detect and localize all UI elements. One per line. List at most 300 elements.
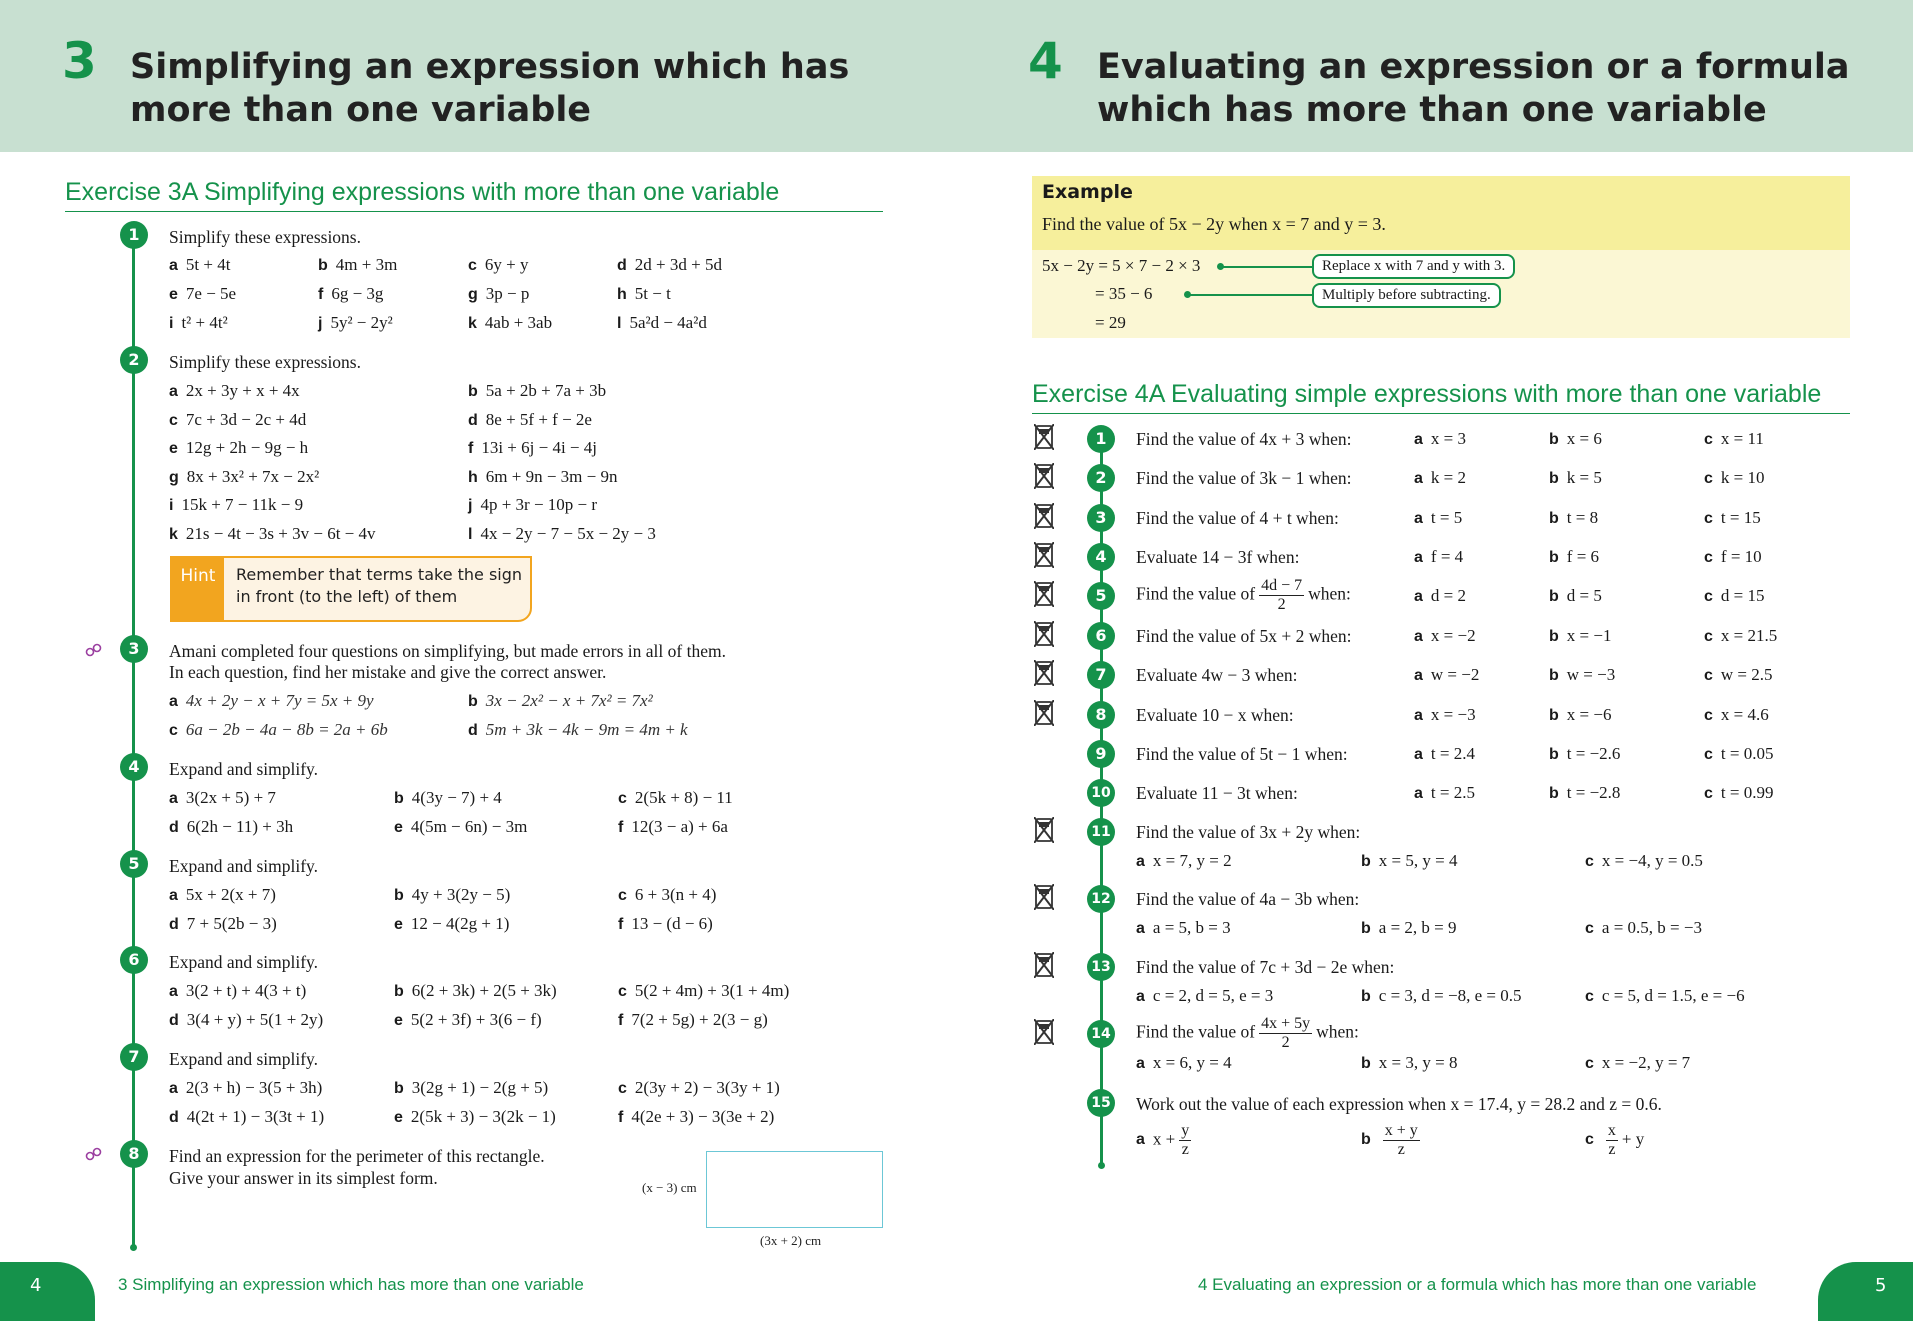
item-value: c = 3, d = −8, e = 0.5 [1378, 986, 1522, 1005]
item-value: w = −3 [1566, 665, 1616, 684]
q2-item [468, 381, 606, 401]
item-letter: b [468, 383, 478, 400]
item-letter: b [1549, 707, 1559, 724]
r5-part-c [1704, 586, 1765, 606]
question-9-text: Find the value of 5t − 1 when: [1136, 744, 1348, 764]
item-expression: 5(2 + 4m) + 3(1 + 4m) [634, 981, 790, 1000]
question-3-text: Find the value of 4 + t when: [1136, 508, 1339, 528]
item-value: t = 15 [1720, 508, 1761, 527]
item-letter: d [468, 411, 478, 429]
question-timeline [132, 225, 135, 1247]
item-expression: 6y + y [484, 255, 529, 274]
question-1-text: Find the value of 4x + 3 when: [1136, 429, 1352, 449]
r5-part-b [1549, 586, 1602, 606]
question-prefix: Find the value of [1136, 583, 1256, 604]
item-letter: c [1585, 853, 1594, 870]
calculator-crossed-icon [1034, 463, 1054, 489]
timeline-end-dot [130, 1244, 137, 1251]
r13-part-a [1136, 986, 1273, 1006]
question-3-number: 3 [1087, 504, 1115, 532]
q5-item [169, 914, 277, 934]
q1-item [617, 255, 722, 275]
item-expression: 5a + 2b + 7a + 3b [485, 381, 607, 400]
q7-item [169, 1078, 322, 1098]
q7-item [618, 1107, 774, 1127]
item-expression: 3(4 + y) + 5(1 + 2y) [186, 1010, 324, 1029]
item-letter: c [1585, 988, 1594, 1005]
item-value: k = 10 [1720, 468, 1765, 487]
item-letter: b [394, 983, 404, 1000]
example-step-3: = 29 [1095, 313, 1126, 332]
question-1-number: 1 [120, 221, 148, 249]
item-expression: 13i + 6j − 4i − 4j [481, 438, 597, 458]
item-value: f = 4 [1430, 547, 1464, 566]
r6-part-c [1704, 626, 1777, 646]
item-letter: a [1414, 785, 1423, 802]
expression-suffix: + y [1621, 1129, 1645, 1149]
item-letter: a [1136, 853, 1145, 870]
example-header [1032, 176, 1850, 250]
q6-item [394, 1010, 542, 1030]
item-letter: j [468, 497, 473, 515]
fraction-numerator: y [1181, 1122, 1190, 1139]
q2-item [169, 438, 308, 458]
q4-item [394, 788, 502, 808]
item-value: x = 5, y = 4 [1378, 851, 1458, 870]
item-letter: a [1414, 667, 1423, 684]
item-letter: i [169, 315, 174, 332]
item-letter: c [169, 722, 178, 739]
r7-part-b [1549, 665, 1615, 685]
rectangle-diagram [706, 1151, 883, 1228]
chapter-number-left: 3 [62, 32, 97, 90]
q2-item [169, 410, 306, 430]
question-7-text: Expand and simplify. [169, 1049, 319, 1069]
item-expression: 5a²d − 4a²d [629, 313, 707, 332]
item-value: x = 3 [1430, 429, 1466, 448]
q6-item [169, 1010, 323, 1030]
calculator-crossed-icon [1034, 660, 1054, 686]
example-heading: Example [1042, 181, 1133, 203]
r10-part-b [1549, 783, 1620, 803]
r14-part-b [1361, 1053, 1457, 1073]
question-5-number: 5 [120, 850, 148, 878]
item-letter: b [1361, 1055, 1371, 1072]
q2-item [468, 524, 656, 544]
question-10-text: Evaluate 11 − 3t when: [1136, 783, 1298, 803]
fraction-denominator: z [1397, 1141, 1405, 1158]
hint-label: Hint [172, 558, 224, 620]
example-question: Find the value of 5x − 2y when x = 7 and y = 3. [1042, 214, 1386, 234]
item-expression: 2(3y + 2) − 3(3y + 1) [634, 1078, 780, 1097]
item-letter: d [169, 819, 179, 836]
item-expression: 6g − 3g [331, 284, 384, 303]
r4-part-b [1549, 547, 1599, 567]
item-letter: k [169, 526, 178, 543]
chapter-title-right: Evaluating an expression or a formula which has more than one variable [1097, 47, 1850, 130]
exercise-4a-title: Exercise 4A Evaluating simple expressions with more than one variable [1032, 380, 1850, 414]
item-letter: e [394, 916, 403, 933]
question-4-text: Expand and simplify. [169, 759, 319, 779]
item-value: x = −6 [1566, 705, 1612, 724]
q2-item [468, 438, 597, 458]
item-letter: k [468, 315, 477, 332]
q7-item [169, 1107, 324, 1127]
callout-connector-2 [1189, 294, 1314, 296]
calculator-crossed-icon [1034, 1019, 1054, 1045]
calculator-crossed-icon [1034, 503, 1054, 529]
chapter-title-left: Simplifying an expression which has more than one variable [130, 47, 850, 130]
r14-part-c [1585, 1053, 1690, 1073]
question-12-text: Find the value of 4a − 3b when: [1136, 889, 1360, 909]
question-6-text: Find the value of 5x + 2 when: [1136, 626, 1352, 646]
question-14-text [1136, 1015, 1359, 1052]
item-letter: a [1414, 707, 1423, 724]
q4-item [169, 817, 293, 837]
item-letter: f [618, 916, 624, 933]
page-number-tab-left [0, 1262, 95, 1321]
r6-part-b [1549, 626, 1611, 646]
fraction-numerator: x + y [1384, 1122, 1418, 1139]
item-letter: a [1414, 470, 1423, 487]
item-letter: c [1704, 510, 1713, 527]
example-note-2: Multiply before subtracting. [1312, 283, 1501, 308]
item-letter: b [1549, 431, 1559, 448]
question-7-number: 7 [120, 1043, 148, 1071]
item-letter: b [394, 887, 404, 904]
r1-part-a [1414, 429, 1466, 449]
item-letter: a [1414, 510, 1423, 527]
item-value: x = 6, y = 4 [1152, 1053, 1232, 1072]
item-value: x = −1 [1566, 626, 1612, 645]
item-letter: d [468, 722, 478, 739]
question-5-number: 5 [1087, 582, 1115, 610]
question-11-text: Find the value of 3x + 2y when: [1136, 822, 1361, 842]
question-4-number: 4 [120, 753, 148, 781]
r9-part-a [1414, 744, 1475, 764]
calculator-crossed-icon [1034, 884, 1054, 910]
item-letter: b [1549, 667, 1559, 684]
example-step-1: 5x − 2y = 5 × 7 − 2 × 3 [1042, 256, 1201, 275]
question-suffix: when: [1308, 583, 1351, 604]
item-letter: l [468, 526, 473, 543]
item-letter: a [1414, 549, 1423, 566]
item-value: x = −2 [1430, 626, 1476, 645]
r11-part-a [1136, 851, 1232, 871]
r3-part-b [1549, 508, 1598, 528]
r14-part-a [1136, 1053, 1232, 1073]
item-value: x = −3 [1430, 705, 1476, 724]
q4-item [618, 817, 728, 837]
page-number-right: 5 [1875, 1275, 1887, 1296]
example-box [1032, 176, 1850, 338]
item-expression: 8x + 3x² + 7x − 2x² [186, 466, 320, 486]
r1-part-b [1549, 429, 1602, 449]
question-1-text: Simplify these expressions. [169, 227, 361, 247]
question-5-text [1136, 577, 1351, 614]
item-letter: c [1704, 667, 1713, 684]
q5-item [394, 914, 509, 934]
r8-part-b [1549, 705, 1611, 725]
item-expression: 4(3y − 7) + 4 [411, 788, 502, 807]
item-letter: a [169, 257, 178, 274]
question-7-text: Evaluate 4w − 3 when: [1136, 665, 1298, 685]
r15-part-c [1585, 1122, 1644, 1159]
item-value: d = 2 [1430, 586, 1466, 605]
q6-item [394, 981, 557, 1001]
item-expression: 5y² − 2y² [330, 313, 393, 332]
item-expression: 4y + 3(2y − 5) [411, 885, 511, 904]
question-1-number: 1 [1087, 425, 1115, 453]
r3-part-a [1414, 508, 1462, 528]
item-letter: h [617, 286, 627, 303]
q1-item [169, 284, 236, 304]
item-value: t = 5 [1430, 508, 1463, 527]
item-expression: 12 − 4(2g + 1) [410, 914, 510, 933]
q3-item [468, 720, 688, 740]
q7-item [394, 1078, 548, 1098]
item-expression: 12g + 2h − 9g − h [185, 438, 309, 458]
q3-item [169, 720, 388, 740]
question-2-number: 2 [1087, 464, 1115, 492]
calculator-crossed-icon [1034, 542, 1054, 568]
calculator-crossed-icon [1034, 581, 1054, 607]
item-expression: 13 − (d − 6) [631, 914, 713, 933]
r10-part-a [1414, 783, 1475, 803]
r13-part-c [1585, 986, 1745, 1006]
item-value: a = 2, b = 9 [1378, 918, 1457, 937]
item-expression: 4(5m − 6n) − 3m [410, 817, 528, 836]
exercise-3a-title: Exercise 3A Simplifying expressions with more than one variable [65, 178, 883, 212]
item-expression: 6(2 + 3k) + 2(5 + 3k) [411, 981, 557, 1000]
q4-item [618, 788, 733, 808]
r11-part-c [1585, 851, 1703, 871]
q1-item [617, 284, 671, 304]
item-letter: c [1704, 549, 1713, 566]
item-value: t = −2.6 [1566, 744, 1621, 763]
q1-item [617, 313, 707, 333]
q2-item [169, 495, 303, 515]
item-letter: e [394, 1012, 403, 1029]
question-7-number: 7 [1087, 661, 1115, 689]
item-expression: 6(2h − 11) + 3h [186, 817, 294, 836]
item-letter: b [1549, 785, 1559, 802]
item-letter: b [394, 790, 404, 807]
problem-solving-icon [85, 643, 103, 657]
fraction [1179, 1122, 1191, 1159]
item-letter: b [1549, 510, 1559, 527]
question-5-text: Expand and simplify. [169, 856, 319, 876]
q1-item [468, 255, 529, 275]
item-letter: c [468, 257, 477, 274]
question-13-text: Find the value of 7c + 3d − 2e when: [1136, 957, 1395, 977]
item-expression: 4(2e + 3) − 3(3e + 2) [631, 1107, 775, 1126]
item-letter: a [1414, 628, 1423, 645]
item-expression: 3p − p [485, 284, 530, 303]
q7-item [394, 1107, 556, 1127]
item-letter: h [468, 468, 478, 486]
timeline-end-dot-right [1098, 1162, 1105, 1169]
item-expression: 4x − 2y − 7 − 5x − 2y − 3 [480, 524, 656, 543]
example-step-2: = 35 − 6 [1095, 284, 1153, 303]
item-expression: 7 + 5(2b − 3) [186, 914, 277, 933]
chapter-number-right: 4 [1028, 32, 1063, 90]
example-note-1: Replace x with 7 and y with 3. [1312, 254, 1515, 279]
item-expression: 4m + 3m [335, 255, 398, 274]
r5-part-a [1414, 586, 1466, 606]
item-letter: c [618, 887, 627, 904]
r2-part-a [1414, 468, 1466, 488]
r12-part-a [1136, 918, 1231, 938]
fraction-denominator: 2 [1277, 596, 1286, 613]
item-expression: 5t + 4t [185, 255, 231, 274]
item-letter: f [618, 1109, 624, 1126]
q4-item [394, 817, 527, 837]
item-expression: 3(2g + 1) − 2(g + 5) [411, 1078, 549, 1097]
question-6-text: Expand and simplify. [169, 952, 319, 972]
item-value: k = 5 [1566, 468, 1602, 487]
q1-item [468, 284, 529, 304]
item-value: w = −2 [1430, 665, 1480, 684]
item-value: a = 0.5, b = −3 [1601, 918, 1702, 937]
item-letter: c [1704, 707, 1713, 724]
fraction [1606, 1122, 1618, 1159]
fraction-denominator: z [1608, 1141, 1616, 1158]
item-letter: b [318, 257, 328, 274]
item-value: c = 2, d = 5, e = 3 [1152, 986, 1274, 1005]
item-expression: 2(5k + 8) − 11 [634, 788, 733, 807]
q6-item [618, 1010, 768, 1030]
r3-part-c [1704, 508, 1761, 528]
problem-solving-icon [85, 1147, 103, 1161]
item-expression: 4p + 3r − 10p − r [480, 495, 598, 515]
r6-part-a [1414, 626, 1476, 646]
item-value: x = 21.5 [1720, 626, 1778, 645]
item-letter: e [169, 440, 178, 458]
calculator-crossed-icon [1034, 700, 1054, 726]
q2-item [169, 524, 376, 544]
calculator-crossed-icon [1034, 424, 1054, 450]
r4-part-c [1704, 547, 1762, 567]
item-letter: c [1704, 746, 1713, 763]
item-letter: d [617, 257, 627, 274]
question-14-number: 14 [1087, 1020, 1115, 1048]
item-letter: l [617, 315, 622, 332]
item-value: t = 0.99 [1720, 783, 1774, 802]
item-value: x = −2, y = 7 [1601, 1053, 1691, 1072]
item-letter: c [618, 1080, 627, 1097]
item-letter: b [1549, 628, 1559, 645]
item-letter: f [468, 440, 474, 458]
r4-part-a [1414, 547, 1463, 567]
r7-part-a [1414, 665, 1479, 685]
r1-part-c [1704, 429, 1764, 449]
item-expression: 15k + 7 − 11k − 9 [181, 495, 304, 515]
item-letter: c [618, 983, 627, 1000]
item-expression: 6a − 2b − 4a − 8b = 2a + 6b [185, 720, 388, 739]
item-letter: b [1361, 988, 1371, 1005]
item-letter: b [1549, 746, 1559, 763]
question-4-number: 4 [1087, 543, 1115, 571]
item-expression: 6 + 3(n + 4) [634, 885, 717, 904]
q3-item [169, 691, 374, 711]
question-11-number: 11 [1087, 818, 1115, 846]
item-value: w = 2.5 [1720, 665, 1773, 684]
question-3-line-2: In each question, find her mistake and give the correct answer. [169, 662, 607, 682]
question-6-number: 6 [1087, 622, 1115, 650]
rectangle-bottom-label: (3x + 2) cm [760, 1233, 822, 1248]
question-15-text: Work out the value of each expression when x = 17.4, y = 28.2 and z = 0.6. [1136, 1094, 1662, 1114]
item-letter: a [169, 983, 178, 1000]
fraction-numerator: x [1607, 1122, 1616, 1139]
item-expression: 7c + 3d − 2c + 4d [185, 409, 307, 429]
item-letter: f [618, 1012, 624, 1029]
item-expression: 12(3 − a) + 6a [631, 817, 728, 836]
q2-item [468, 410, 592, 430]
item-expression: 7e − 5e [185, 284, 237, 303]
item-letter: b [468, 693, 478, 710]
item-letter: a [1136, 1131, 1145, 1149]
q6-item [169, 981, 306, 1001]
item-value: f = 10 [1720, 547, 1762, 566]
item-expression: 5(2 + 3f) + 3(6 − f) [410, 1010, 542, 1029]
item-expression: 5t − t [634, 284, 671, 303]
item-value: x = −4, y = 0.5 [1601, 851, 1703, 870]
r15-part-a [1136, 1122, 1195, 1159]
question-3-number: 3 [120, 635, 148, 663]
r9-part-c [1704, 744, 1773, 764]
item-expression: 4(2t + 1) − 3(3t + 1) [186, 1107, 325, 1126]
item-expression: 7(2 + 5g) + 2(3 − g) [631, 1010, 768, 1029]
question-4-text: Evaluate 14 − 3f when: [1136, 547, 1300, 567]
item-value: c = 5, d = 1.5, e = −6 [1601, 986, 1745, 1005]
item-letter: f [318, 286, 324, 303]
q1-item [318, 284, 383, 304]
hint-text: Remember that terms take the sign in front (to the left) of them [236, 565, 523, 606]
item-expression: 6m + 9n − 3m − 9n [485, 466, 618, 486]
item-expression: 4ab + 3ab [484, 313, 553, 332]
q1-item [318, 313, 393, 333]
item-expression: 2d + 3d + 5d [634, 255, 722, 274]
item-letter: a [1136, 920, 1145, 937]
r2-part-c [1704, 468, 1765, 488]
item-expression: 2(3 + h) − 3(5 + 3h) [185, 1078, 323, 1097]
fraction-numerator: 4d − 7 [1261, 577, 1303, 594]
question-8-text: Evaluate 10 − x when: [1136, 705, 1294, 725]
q1-item [468, 313, 552, 333]
item-letter: j [318, 315, 323, 332]
item-value: d = 15 [1720, 586, 1765, 605]
q5-item [169, 885, 276, 905]
item-expression: 8e + 5f + f − 2e [485, 409, 592, 429]
q6-item [618, 981, 789, 1001]
hint-box [170, 556, 532, 622]
item-letter: a [1136, 1055, 1145, 1072]
q7-item [618, 1078, 780, 1098]
question-2-text: Find the value of 3k − 1 when: [1136, 468, 1352, 488]
question-suffix: when: [1316, 1021, 1359, 1042]
q2-item [169, 381, 300, 401]
footer-chapter-left: 3 Simplifying an expression which has more than one variable [118, 1275, 584, 1294]
item-value: t = −2.8 [1566, 783, 1621, 802]
question-10-number: 10 [1087, 779, 1115, 807]
question-2-number: 2 [120, 346, 148, 374]
item-letter: b [1361, 1131, 1371, 1149]
question-8-line-1: Find an expression for the perimeter of this rectangle. [169, 1146, 545, 1166]
item-letter: a [1414, 588, 1423, 605]
q2-item [169, 467, 319, 487]
question-13-number: 13 [1087, 953, 1115, 981]
